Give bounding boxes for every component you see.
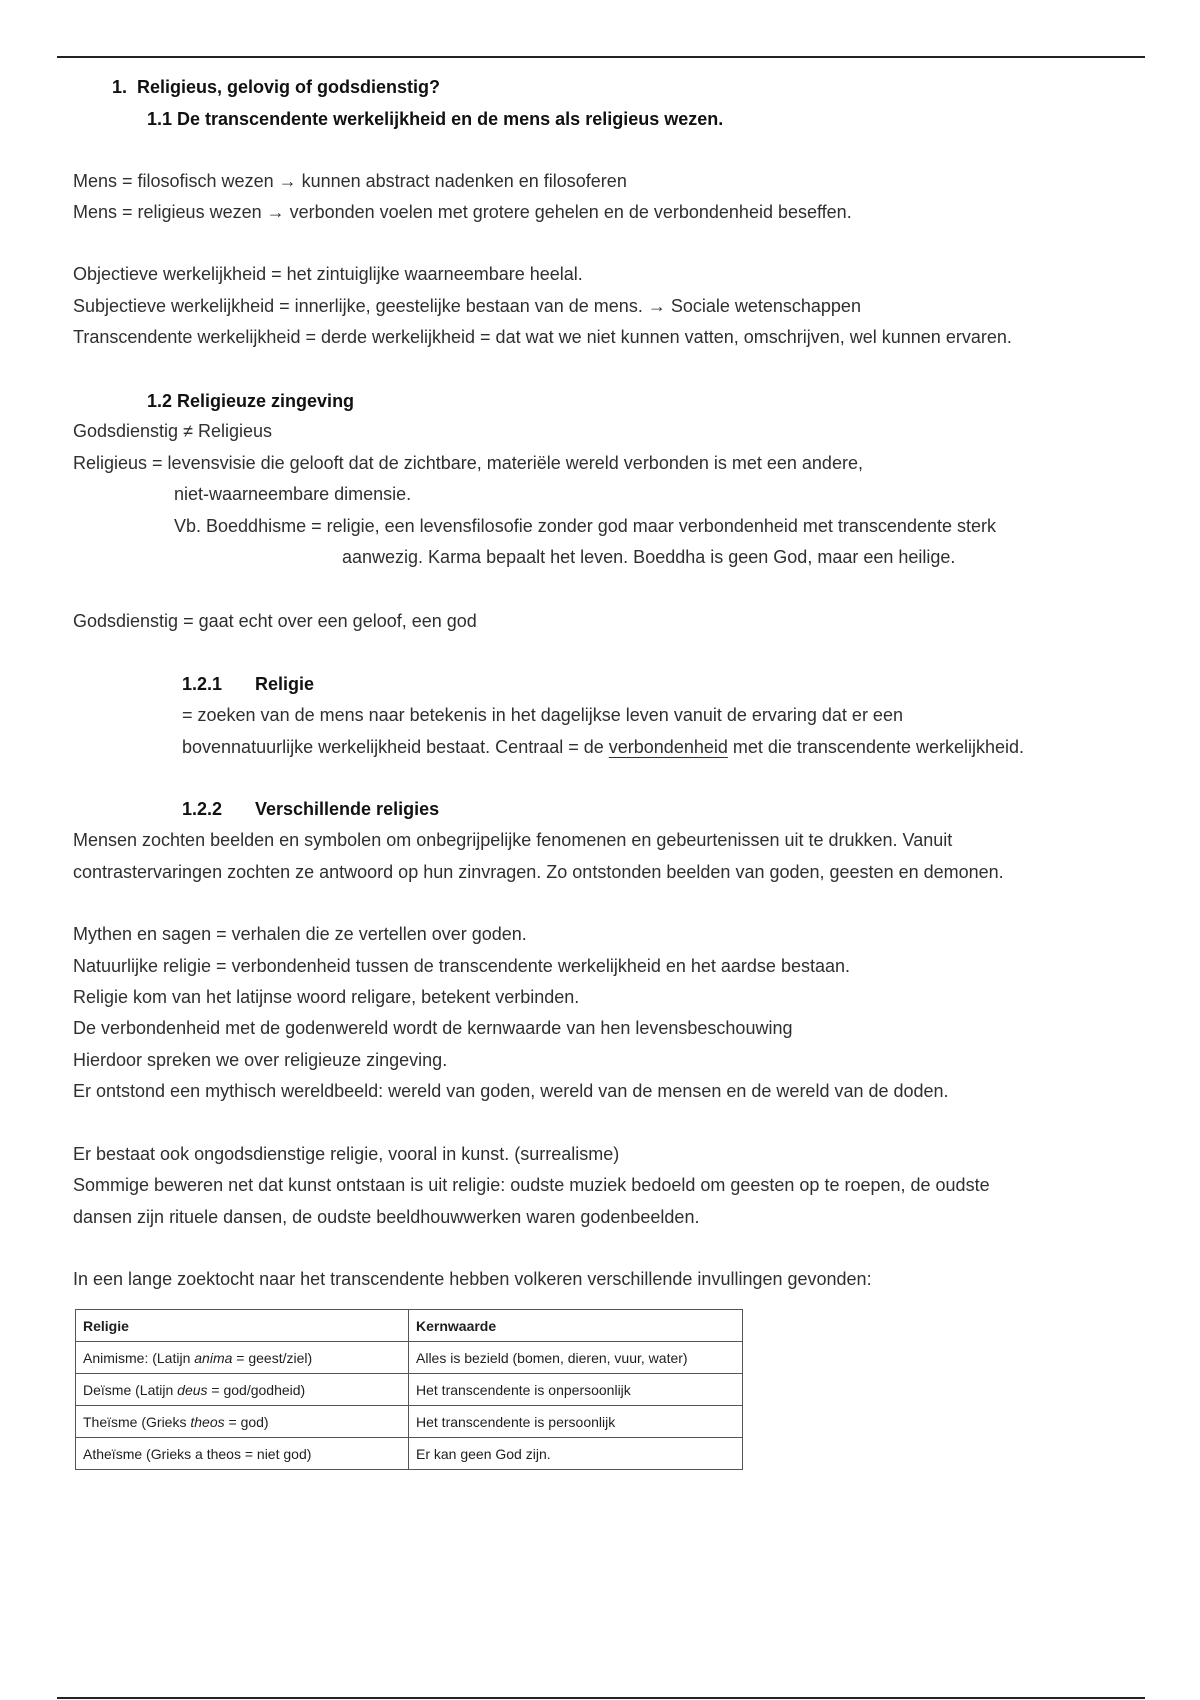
text-line: aanwezig. Karma bepaalt het leven. Boeddha is geen God, maar een heilige. bbox=[342, 547, 956, 567]
table-cell-religion bbox=[76, 1438, 409, 1470]
heading-number: 1.2.1 bbox=[182, 674, 223, 694]
table-header-cell: Religie bbox=[76, 1310, 409, 1342]
text-line: Mythen en sagen = verhalen die ze vertellen over goden. bbox=[73, 924, 527, 944]
text-line: Subjectieve werkelijkheid = innerlijke, geestelijke bestaan van de mens. → Sociale wetenschappen bbox=[73, 296, 861, 316]
cell-italic-term: deus bbox=[177, 1381, 208, 1398]
cell-text: Deïsme (Latijn bbox=[83, 1381, 178, 1398]
text-line: Religie kom van het latijnse woord religare, betekent verbinden. bbox=[73, 987, 580, 1007]
heading-1: 1. Religieus, gelovig of godsdienstig? bbox=[112, 77, 441, 97]
religion-table bbox=[75, 1309, 743, 1470]
text-line: Objectieve werkelijkheid = het zintuiglijke waarneembare heelal. bbox=[73, 264, 583, 284]
text-line: contrastervaringen zochten ze antwoord op hun zinvragen. Zo ontstonden beelden van goden, geesten en demonen. bbox=[73, 862, 1004, 882]
table-cell-value: Het transcendente is persoonlijk bbox=[409, 1406, 743, 1438]
cell-text: = geest/ziel) bbox=[232, 1349, 313, 1366]
table-row bbox=[76, 1406, 743, 1438]
cell-text: = god/godheid) bbox=[207, 1381, 306, 1398]
text-line: Sommige beweren net dat kunst ontstaan is uit religie: oudste muziek bedoeld om geesten op te roepen, de oudste bbox=[73, 1175, 990, 1195]
text-line: Transcendente werkelijkheid = derde werkelijkheid = dat wat we niet kunnen vatten, omschrijven, wel kunnen ervaren. bbox=[73, 327, 1012, 347]
heading-number: 1.2.2 bbox=[182, 799, 223, 819]
text-line: Godsdienstig = gaat echt over een geloof, een god bbox=[73, 611, 477, 631]
table-row bbox=[76, 1374, 743, 1406]
text-line: niet-waarneembare dimensie. bbox=[174, 484, 412, 504]
heading-1-1: 1.1 De transcendente werkelijkheid en de mens als religieus wezen. bbox=[147, 109, 724, 129]
heading-1-2-2 bbox=[182, 797, 439, 821]
table-header-cell: Kernwaarde bbox=[409, 1310, 743, 1342]
text-line: Hierdoor spreken we over religieuze zingeving. bbox=[73, 1050, 448, 1070]
cell-text: Theïsme (Grieks bbox=[83, 1413, 191, 1430]
heading-title: Verschillende religies bbox=[255, 799, 440, 819]
text-line: Mensen zochten beelden en symbolen om onbegrijpelijke fenomenen en gebeurtenissen uit te drukken. Vanuit bbox=[73, 830, 953, 850]
cell-italic-term: anima bbox=[194, 1349, 233, 1366]
cell-text: = god) bbox=[224, 1413, 269, 1430]
text-line: Mens = religieus wezen → verbonden voelen met grotere gehelen en de verbondenheid beseffen. bbox=[73, 202, 852, 222]
cell-text: Atheïsme (Grieks a theos = niet god) bbox=[83, 1445, 312, 1462]
text-line: Religieus = levensvisie die gelooft dat de zichtbare, materiële wereld verbonden is met een andere, bbox=[73, 453, 863, 473]
table-cell-value: Er kan geen God zijn. bbox=[409, 1438, 743, 1470]
text-line: In een lange zoektocht naar het transcendente hebben volkeren verschillende invullingen gevonden: bbox=[73, 1269, 872, 1289]
text-line: Er ontstond een mythisch wereldbeeld: wereld van goden, wereld van de mensen en de wereld van de doden. bbox=[73, 1081, 949, 1101]
cell-italic-term: theos bbox=[190, 1413, 225, 1430]
table-cell-value: Alles is bezield (bomen, dieren, vuur, water) bbox=[409, 1342, 743, 1374]
text-line: Natuurlijke religie = verbondenheid tussen de transcendente werkelijkheid en het aardse bestaan. bbox=[73, 956, 850, 976]
table-cell-religion bbox=[76, 1406, 409, 1438]
text-line: Mens = filosofisch wezen → kunnen abstract nadenken en filosoferen bbox=[73, 171, 627, 191]
heading-title: Religie bbox=[255, 674, 315, 694]
bottom-rule bbox=[57, 1697, 1145, 1699]
table-cell-religion bbox=[76, 1342, 409, 1374]
table-cell-value: Het transcendente is onpersoonlijk bbox=[409, 1374, 743, 1406]
cell-text: Animisme: (Latijn bbox=[83, 1349, 195, 1366]
text-line bbox=[182, 735, 1024, 759]
table-cell-religion bbox=[76, 1374, 409, 1406]
text-line: Vb. Boeddhisme = religie, een levensfilosofie zonder god maar verbondenheid met transcendente sterk bbox=[174, 516, 996, 536]
text-line: De verbondenheid met de godenwereld wordt de kernwaarde van hen levensbeschouwing bbox=[73, 1018, 793, 1038]
table-header-row bbox=[76, 1310, 743, 1342]
table-row bbox=[76, 1342, 743, 1374]
text-line: = zoeken van de mens naar betekenis in het dagelijkse leven vanuit de ervaring dat er een bbox=[182, 705, 903, 725]
text-line: Godsdienstig ≠ Religieus bbox=[73, 421, 272, 441]
heading-1-2-1 bbox=[182, 672, 314, 696]
text-span: bovennatuurlijke werkelijkheid bestaat. Centraal = de bbox=[182, 737, 609, 757]
text-line: dansen zijn rituele dansen, de oudste beeldhouwwerken waren godenbeelden. bbox=[73, 1207, 700, 1227]
underlined-term: verbondenheid bbox=[608, 737, 728, 757]
text-line: Er bestaat ook ongodsdienstige religie, vooral in kunst. (surrealisme) bbox=[73, 1144, 620, 1164]
text-span: met die transcendente werkelijkheid. bbox=[727, 737, 1025, 757]
table-row bbox=[76, 1438, 743, 1470]
heading-1-2: 1.2 Religieuze zingeving bbox=[147, 391, 355, 411]
